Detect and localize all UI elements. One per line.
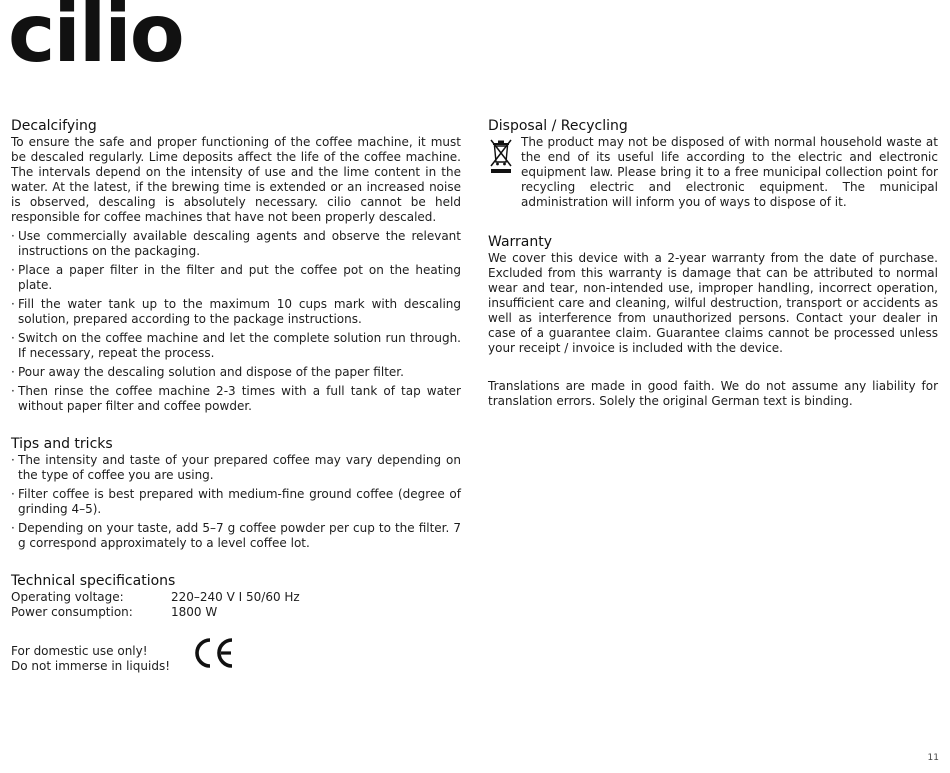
immerse-line: Do not immerse in liquids! xyxy=(11,659,170,673)
list-item: · Filter coffee is best prepared with medium-fine ground coffee (degree of grinding 4–5). xyxy=(11,487,461,517)
disposal-section xyxy=(488,118,938,210)
spec-value: 1800 W xyxy=(171,605,218,619)
spec-value: 220–240 V I 50/60 Hz xyxy=(171,590,300,604)
domestic-text xyxy=(11,644,191,674)
page-number: 11 xyxy=(927,753,939,763)
decalcifying-heading: Decalcifying xyxy=(11,118,97,134)
brand-logo: cilio xyxy=(8,0,183,80)
warranty-text: We cover this device with a 2-year warranty from the date of purchase. Excluded from this warranty is damage that can be attributed to normal wear and tear, non-intended use, improper handling, incorrect operation, insufficient care and cleaning, wilful destruction, transport or accidents as well as interference from unauthorized persons. Contact your dealer in case of a guarantee claim. Guarantee claims cannot be processed unless your receipt / invoice is included with the device. xyxy=(488,251,938,355)
spec-label: Power consumption: xyxy=(11,605,133,619)
list-item: · Fill the water tank up to the maximum 10 cups mark with descaling solution, prepared according to the package instructions. xyxy=(11,297,461,327)
spec-row-power xyxy=(11,605,461,620)
translation-note: Translations are made in good faith. We do not assume any liability for translation errors. Solely the original German text is binding. xyxy=(488,379,938,408)
domestic-line: For domestic use only! xyxy=(11,644,148,658)
specs-section xyxy=(11,573,461,620)
tips-section xyxy=(11,436,461,551)
disposal-body xyxy=(488,135,938,210)
decalcifying-section xyxy=(11,118,461,414)
warranty-section xyxy=(488,234,938,356)
weee-crossed-bin-icon xyxy=(488,137,514,175)
specs-heading: Technical specifications xyxy=(11,573,176,589)
warranty-heading: Warranty xyxy=(488,234,553,250)
list-item: · Use commercially available descaling agents and observe the relevant instructions on the packaging. xyxy=(11,229,461,259)
spec-row-voltage xyxy=(11,590,461,605)
list-item: · Switch on the coffee machine and let the complete solution run through. If necessary, repeat the process. xyxy=(11,331,461,361)
spec-label: Operating voltage: xyxy=(11,590,124,604)
list-item: · Then rinse the coffee machine 2-3 times with a full tank of tap water without paper filter and coffee powder. xyxy=(11,384,461,414)
right-column xyxy=(488,118,938,409)
list-item: · Place a paper filter in the filter and put the coffee pot on the heating plate. xyxy=(11,263,461,293)
list-item: · Pour away the descaling solution and dispose of the paper filter. xyxy=(11,365,461,380)
disposal-heading: Disposal / Recycling xyxy=(488,118,628,134)
decalcifying-intro: To ensure the safe and proper functioning of the coffee machine, it must be descaled regularly. Lime deposits affect the life of the coffee machine. The intervals depend on the intensity of use and the lime content in the water. At the latest, if the brewing time is extended or an increased noise is observed, descaling is absolutely necessary. cilio cannot be held responsible for coffee machines that have not been properly descaled. xyxy=(11,135,461,224)
decalcifying-steps xyxy=(11,229,461,414)
disposal-text: The product may not be disposed of with normal household waste at the end of its useful life according to the electric and electronic equipment law. Please bring it to a free municipal collection point for recycling electric and electronic equipment. The municipal administration will inform you of ways to dispose of it. xyxy=(521,135,938,209)
list-item: · Depending on your taste, add 5–7 g coffee powder per cup to the filter. 7 g correspond approximately to a level coffee lot. xyxy=(11,521,461,551)
ce-mark-icon xyxy=(191,636,235,670)
tips-list xyxy=(11,453,461,551)
list-item: · The intensity and taste of your prepared coffee may vary depending on the type of coffee you are using. xyxy=(11,453,461,483)
tips-heading: Tips and tricks xyxy=(11,436,113,452)
domestic-use-notice xyxy=(11,644,461,674)
left-column xyxy=(11,118,461,674)
